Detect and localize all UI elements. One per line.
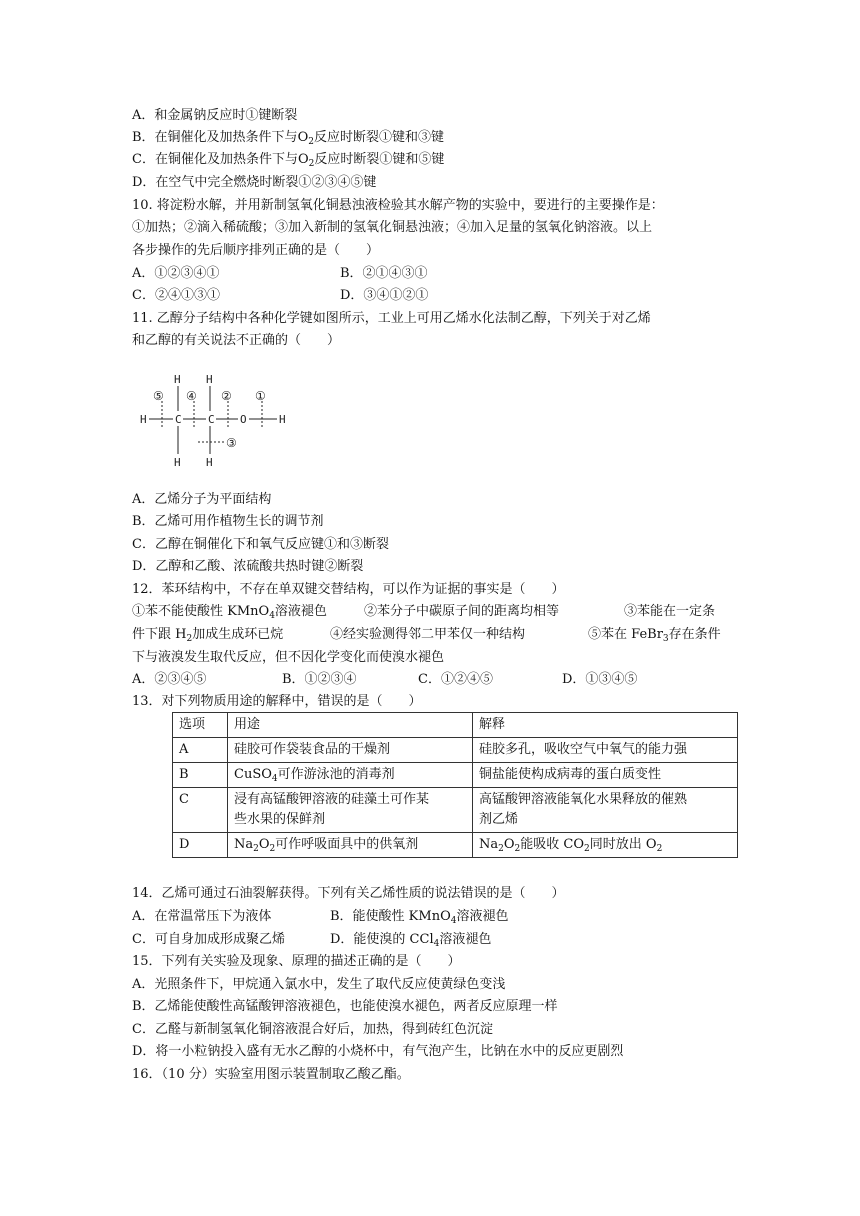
q10-option-b: B．②①④③① [340, 266, 428, 281]
q12-option-a: A．②③④⑤ [132, 672, 207, 687]
q12-statement-3b: 件下跟 $H_2$加成生成环已烷 [132, 627, 284, 644]
q16-stem: 16．（10 分）实验室用图示装置制取乙酸乙酯。 [132, 1067, 410, 1082]
q14-option-c: C．可自身加成形成聚乙烯 [132, 932, 285, 947]
cell-option: D [173, 833, 228, 858]
q15-option-d: D．将一小粒钠投入盛有无水乙醇的小烧杯中，有气泡产生，比钠在水中的反应更剧烈 [132, 1044, 624, 1059]
q10-option-c: C．②④①③① [132, 288, 220, 303]
q12-statement-3a: ③苯能在一定条 [624, 604, 716, 619]
q11-option-a: A．乙烯分子为平面结构 [132, 492, 272, 507]
table-header-row [173, 713, 738, 738]
q15-option-b: B．乙烯能使酸性高锰酸钾溶液褪色，也能使溴水褪色，两者反应原理一样 [132, 999, 558, 1014]
q13-stem: 13．对下列物质用途的解释中，错误的是（ ） [132, 694, 422, 709]
q15-stem: 15．下列有关实验及现象、原理的描述正确的是（ ） [132, 954, 461, 969]
bond-label-2: ② [221, 389, 232, 403]
q9-option-d: D．在空气中完全燃烧时断裂①②③④⑤键 [132, 175, 377, 190]
q9-option-c: C．在铜催化及加热条件下与$O_2$反应时断裂①键和⑤键 [132, 152, 445, 169]
q12-option-b: B．①②③④ [282, 672, 357, 687]
q11-stem-line2: 和乙醇的有关说法不正确的（ ） [132, 333, 341, 348]
cell-usage: 浸有高锰酸钾溶液的硅藻土可作某 些水果的保鲜剂 [228, 788, 473, 833]
q11-option-b: B．乙烯可用作植物生长的调节剂 [132, 514, 324, 529]
q12-stem-line1: 12．苯环结构中，不存在单双键交替结构，可以作为证据的事实是（ ） [132, 582, 565, 597]
q9-option-b: B．在铜催化及加热条件下与$O_2$反应时断裂①键和③键 [132, 130, 444, 147]
atom-h-bottom-1: H [174, 456, 181, 469]
q12-statement-4: ④经实验测得邻二甲苯仅一种结构 [330, 627, 526, 642]
table-row [173, 833, 738, 858]
ethanol-bond-diagram [132, 366, 312, 476]
atom-c2: C [208, 413, 215, 426]
bond-label-5: ⑤ [153, 389, 164, 403]
table-row [173, 788, 738, 833]
q11-stem-line1: 11. 乙醇分子结构中各种化学键如图所示，工业上可用乙烯水化法制乙醇，下列关于对乙烯 [132, 311, 651, 326]
q12-option-c: C．①②④⑤ [418, 672, 493, 687]
cell-option: C [173, 788, 228, 833]
bond-label-1: ① [255, 389, 266, 403]
q14-option-b: B．能使酸性 KMnO$_4$溶液褪色 [330, 909, 509, 926]
atom-h-left: H [140, 413, 147, 426]
q12-option-d: D．①③④⑤ [562, 672, 638, 687]
q10-stem-line2: ①加热；②滴入稀硫酸；③加入新制的氢氧化铜悬浊液；④加入足量的氢氧化钠溶液。以上 [132, 220, 653, 235]
table-row [173, 738, 738, 763]
q15-option-c: C．乙醛与新制氢氧化铜溶液混合好后，加热，得到砖红色沉淀 [132, 1022, 493, 1037]
cell-explanation: 硅胶多孔，吸收空气中氧气的能力强 [473, 738, 738, 763]
q14-stem: 14．乙烯可通过石油裂解获得。下列有关乙烯性质的说法错误的是（ ） [132, 886, 565, 901]
atom-h-bottom-2: H [206, 456, 213, 469]
cell-explanation: 铜盐能使构成病毒的蛋白质变性 [473, 763, 738, 788]
atom-c1: C [175, 413, 182, 426]
q12-stem-line4: 下与液溴发生取代反应，但不因化学变化而使溴水褪色 [132, 650, 445, 665]
atom-h-right: H [279, 413, 286, 426]
q10-stem-line1: 10. 将淀粉水解，并用新制氢氧化铜悬浊液检验其水解产物的实验中，要进行的主要操作是： [132, 198, 664, 213]
cell-explanation: $Na_2O_2$能吸收 $CO_2$同时放出 $O_2$ [473, 833, 738, 858]
q10-stem-line3: 各步操作的先后顺序排列正确的是（ ） [132, 243, 380, 258]
q10-option-a: A．①②③④① [132, 266, 220, 281]
q14-option-d: D．能使溴的 CCl$_4$溶液褪色 [330, 932, 492, 949]
cell-usage: 硅胶可作袋装食品的干燥剂 [228, 738, 473, 763]
atom-h-top-1: H [174, 373, 181, 386]
q11-option-d: D．乙醇和乙酸、浓硫酸共热时键②断裂 [132, 559, 364, 574]
table-row [173, 763, 738, 788]
q13-table [172, 712, 738, 858]
header-usage: 用途 [228, 713, 473, 738]
q12-statement-2: ②苯分子中碳原子间的距离均相等 [364, 604, 560, 619]
atom-h-top-2: H [206, 373, 213, 386]
bond-label-4: ④ [186, 389, 197, 403]
header-option: 选项 [173, 713, 228, 738]
cell-usage: CuSO$_4$可作游泳池的消毒剂 [228, 763, 473, 788]
q15-option-a: A．光照条件下，甲烷通入氯水中，发生了取代反应使黄绿色变浅 [132, 977, 506, 992]
bond-label-3: ③ [226, 436, 237, 450]
q11-option-c: C．乙醇在铜催化下和氧气反应键①和③断裂 [132, 537, 389, 552]
q12-statement-1: ①苯不能使酸性 KMnO$_4$溶液褪色 [132, 604, 327, 621]
q10-option-d: D．③④①②① [340, 288, 429, 303]
cell-usage: $Na_2O_2$可作呼吸面具中的供氧剂 [228, 833, 473, 858]
q14-option-a: A．在常温常压下为液体 [132, 909, 272, 924]
cell-option: B [173, 763, 228, 788]
header-explanation: 解释 [473, 713, 738, 738]
atom-o: O [240, 413, 247, 426]
cell-option: A [173, 738, 228, 763]
q9-option-a: A．和金属钠反应时①键断裂 [132, 108, 298, 123]
q12-statement-5a: ⑤苯在 FeBr$_3$存在条件 [588, 627, 721, 644]
cell-explanation: 高锰酸钾溶液能氧化水果释放的催熟 剂乙烯 [473, 788, 738, 833]
